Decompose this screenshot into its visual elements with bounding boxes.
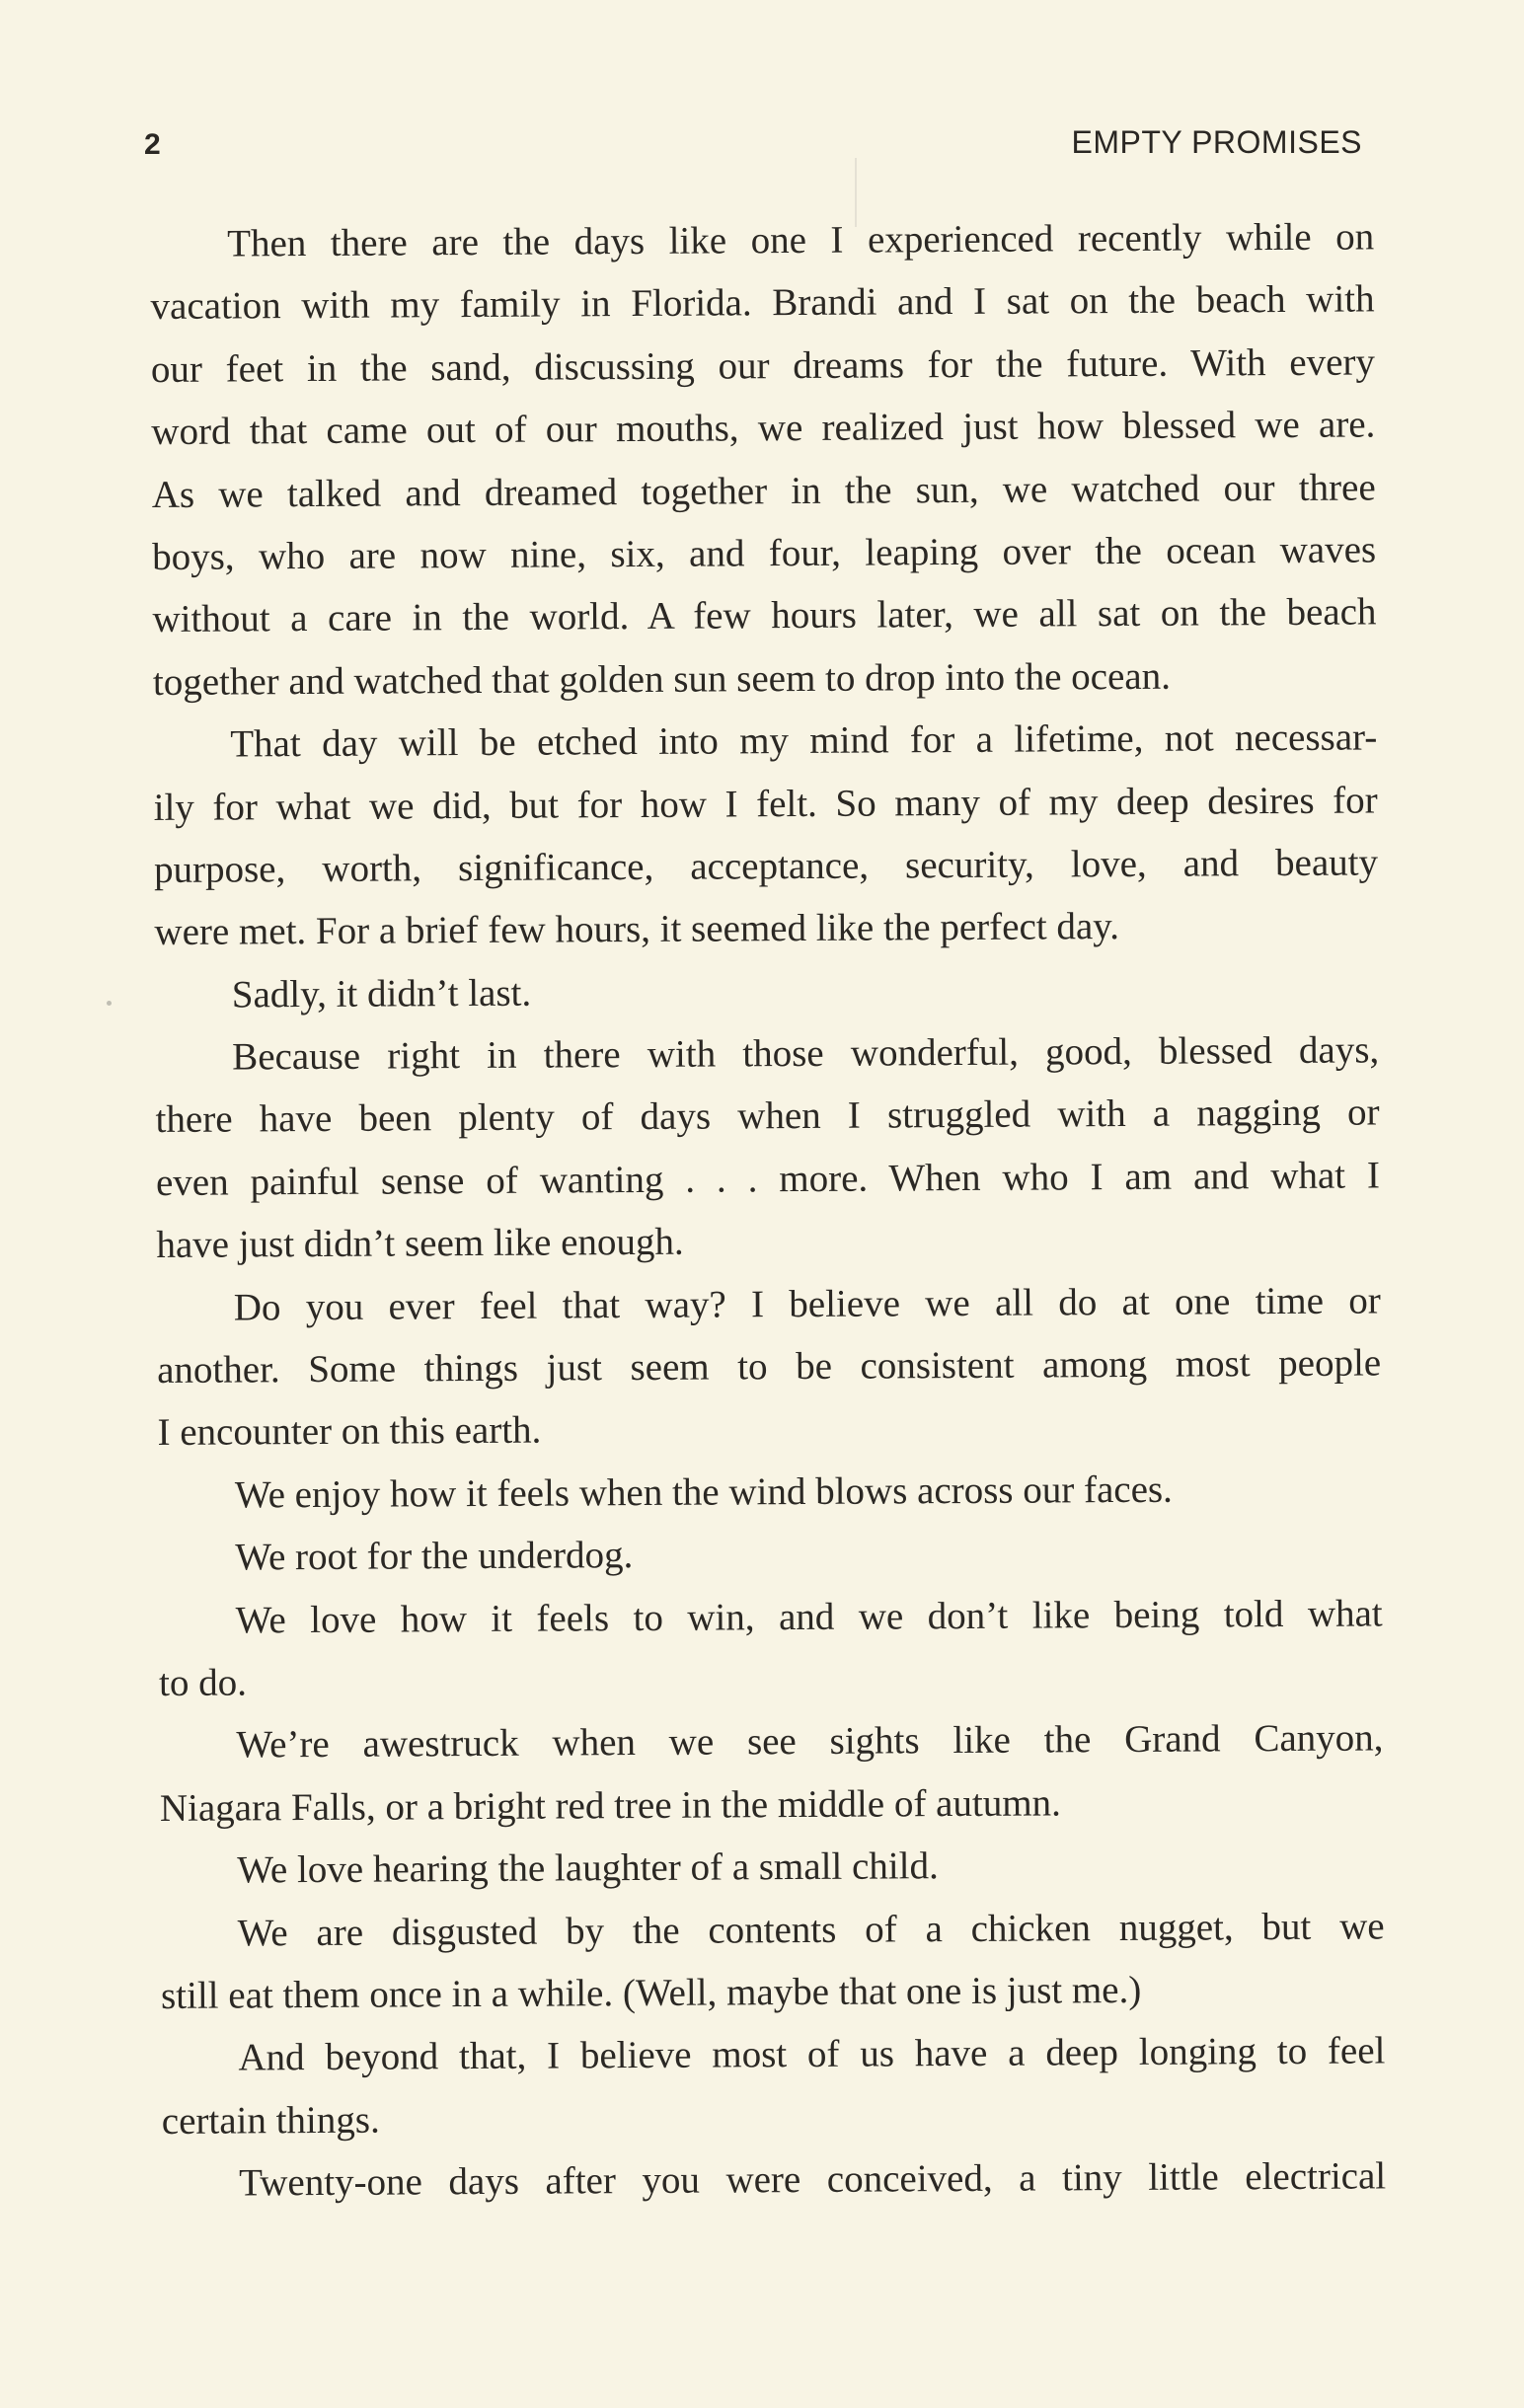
text-line: That day will be etched into my mind for a lifetime, not necessar- [230, 715, 1378, 766]
text-line: our feet in the sand, discussing our dreams for the future. With every [150, 340, 1376, 391]
text-line: We are disgusted by the contents of a chicken nugget, but we [237, 1904, 1385, 1955]
text-line: word that came out of our mouths, we realized just how blessed we are. [151, 403, 1376, 454]
text-line: purpose, worth, significance, acceptance, security, love, and beauty [153, 841, 1379, 891]
text-line: Because right in there with those wonderful, good, blessed days, [232, 1028, 1380, 1079]
text-line: boys, who are now nine, six, and four, leaping over the ocean waves [151, 528, 1377, 578]
scan-speck [107, 1001, 112, 1006]
text-line: Sadly, it didn’t last. [231, 971, 532, 1016]
body-text [150, 205, 1386, 2215]
text-line: We love how it feels to win, and we don’t like being told what [235, 1591, 1383, 1642]
text-line: We love hearing the laughter of a small child. [237, 1844, 939, 1892]
text-line: Then there are the days like one I experienced recently while on [227, 215, 1375, 265]
text-line: vacation with my family in Florida. Brandi and I sat on the beach with [150, 277, 1375, 329]
text-line: Do you ever feel that way? I believe we all do at one time or [233, 1279, 1381, 1329]
text-line: Twenty-one days after you were conceived, a tiny little electrical [239, 2154, 1387, 2205]
text-line: another. Some things just seem to be consistent among most people [157, 1341, 1382, 1392]
running-head-title: EMPTY PROMISES [1071, 124, 1362, 160]
text-line: Niagara Falls, or a bright red tree in the middle of autumn. [159, 1781, 1061, 1830]
text-line: were met. For a brief few hours, it seemed like the perfect day. [154, 905, 1120, 954]
text-line: We root for the underdog. [235, 1534, 634, 1579]
text-line: We’re awestruck when we see sights like the Grand Canyon, [236, 1716, 1384, 1767]
text-line: As we talked and dreamed together in the sun, we watched our three [151, 465, 1376, 516]
text-line: We enjoy how it feels when the wind blows across our faces. [234, 1467, 1174, 1517]
text-line: there have been plenty of days when I struggled with a nagging or [155, 1091, 1380, 1142]
text-line: without a care in the world. A few hours later, we all sat on the beach [152, 590, 1377, 641]
text-line: certain things. [161, 2098, 380, 2143]
text-line: together and watched that golden sun seem to drop into the ocean. [152, 654, 1172, 704]
text-line: to do. [158, 1661, 248, 1704]
page-number: 2 [144, 128, 161, 161]
text-line: ily for what we did, but for how I felt. So many of my deep desires for [153, 778, 1378, 829]
text-line: even painful sense of wanting . . . more. When who I am and what I [155, 1154, 1381, 1204]
text-line: have just didn’t seem like enough. [156, 1220, 684, 1267]
text-line: still eat them once in a while. (Well, maybe that one is just me.) [160, 1968, 1142, 2017]
text-line: I encounter on this earth. [157, 1409, 542, 1455]
text-line: And beyond that, I believe most of us have a deep longing to feel [238, 2029, 1386, 2079]
